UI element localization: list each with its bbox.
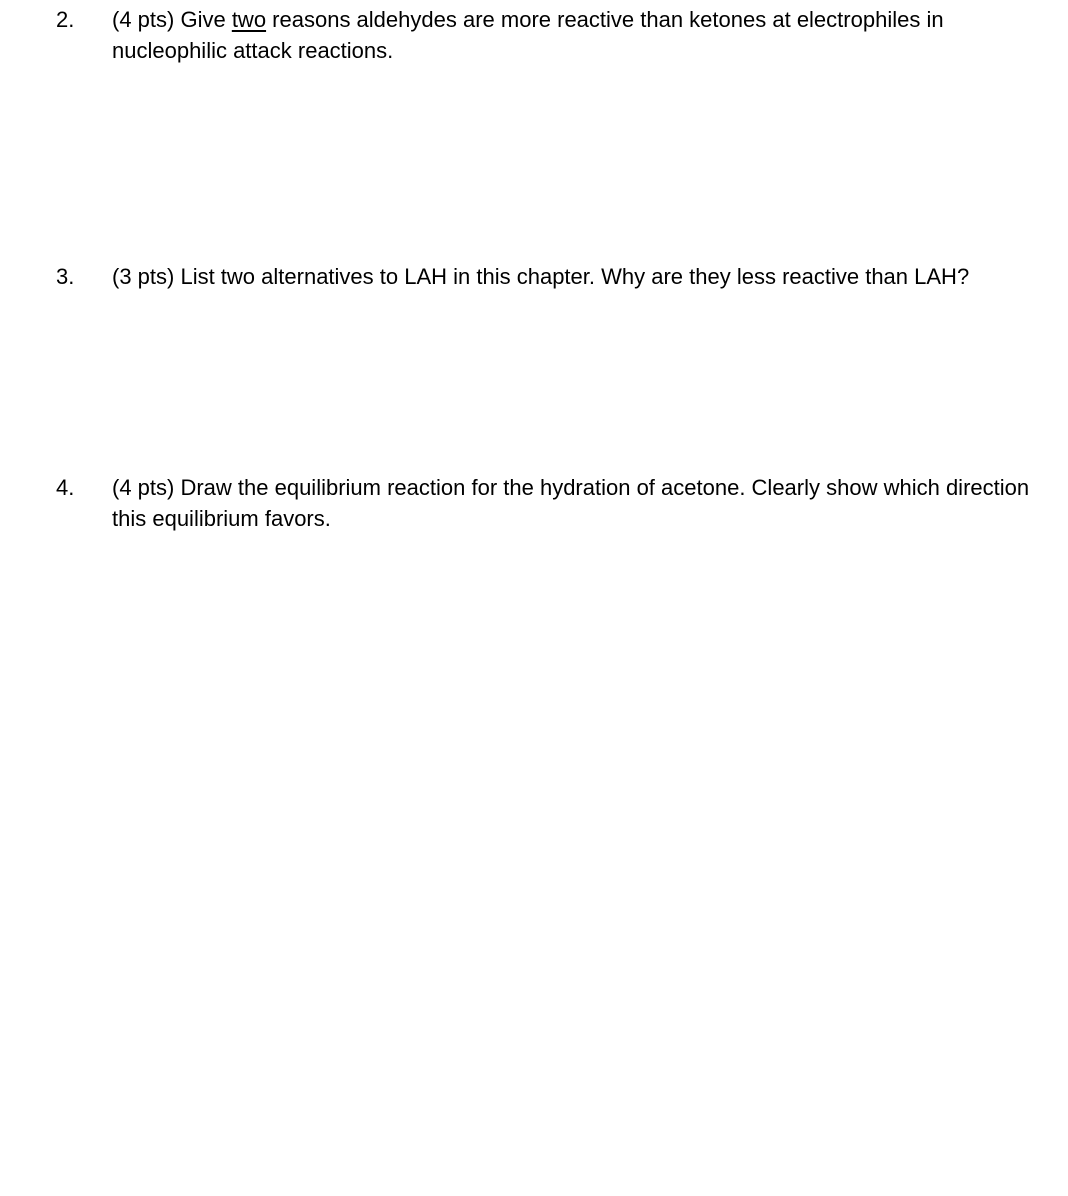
question-number: 3.: [56, 264, 75, 289]
question-text-start: (4 pts) Give: [112, 7, 232, 32]
question-text: [112, 4, 1032, 66]
question-text: (4 pts) Draw the equilibrium reaction for the hydration of acetone. Clearly show which direction this equilibrium favors.: [112, 475, 1030, 531]
question-number: 4.: [56, 475, 75, 500]
question-text-end: reasons aldehydes are more reactive than ketones at electrophiles in nucleophilic attack reactions.: [112, 7, 944, 63]
underlined-emphasis: two: [231, 7, 267, 32]
question-number: 2.: [56, 7, 75, 32]
question-text: (3 pts) List two alternatives to LAH in this chapter. Why are they less reactive than LAH?: [112, 264, 970, 289]
